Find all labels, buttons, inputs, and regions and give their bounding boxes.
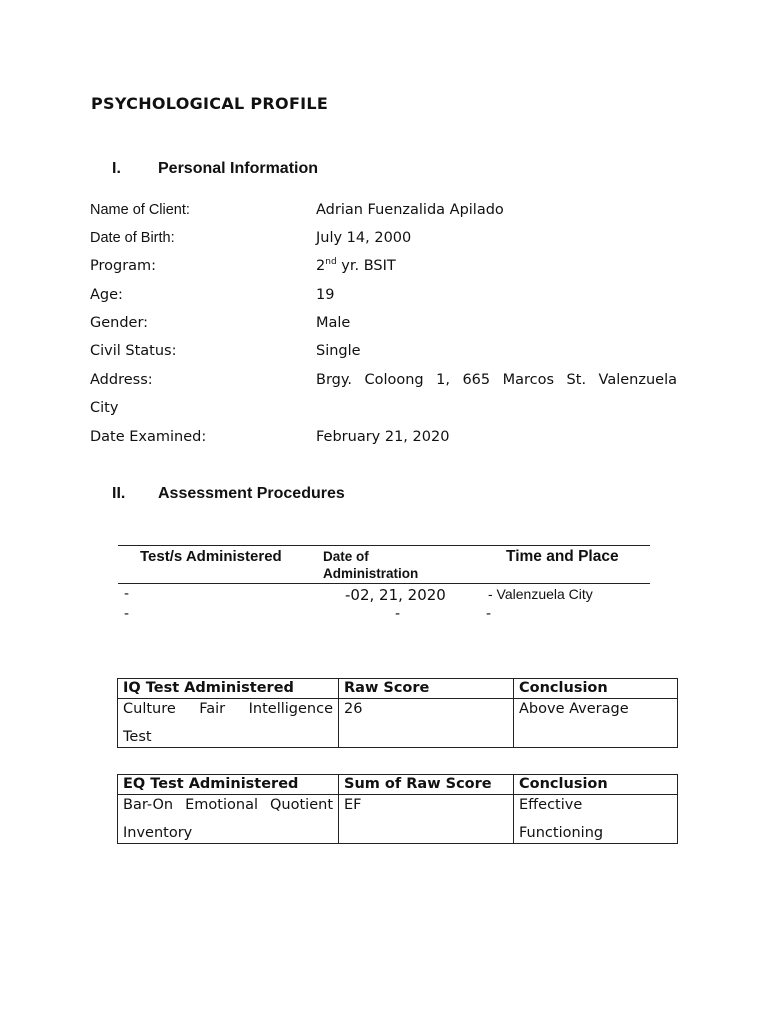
- info-label: Date Examined:: [90, 429, 207, 445]
- info-value: February 21, 2020: [316, 429, 450, 445]
- info-label: Gender:: [90, 315, 149, 331]
- table-row: [118, 699, 678, 748]
- iq-test-table: [117, 678, 678, 748]
- procedure-date: -02, 21, 2020: [345, 586, 446, 604]
- col-header: Conclusion: [514, 679, 678, 699]
- section-number: I.: [112, 160, 121, 177]
- table-header-row: [118, 775, 678, 795]
- eq-test-table: [117, 774, 678, 844]
- col-header: EQ Test Administered: [118, 775, 339, 795]
- info-value: Brgy. Coloong 1, 665 Marcos St. Valenzuela: [316, 372, 677, 388]
- info-label: Date of Birth:: [90, 230, 175, 246]
- info-label: Program:: [90, 258, 157, 274]
- section-number: II.: [112, 485, 126, 502]
- test-name-line2: Test: [123, 729, 152, 745]
- test-name-cell: [118, 699, 339, 748]
- conclusion-cell: Above Average: [514, 699, 678, 748]
- program-course: yr. BSIT: [336, 258, 396, 274]
- program-ordinal: nd: [325, 257, 337, 268]
- table-rule-top: [118, 545, 650, 546]
- test-name-line2: Inventory: [123, 825, 193, 841]
- table-row: [118, 795, 678, 844]
- info-label: Civil Status:: [90, 343, 177, 359]
- col-header: Conclusion: [514, 775, 678, 795]
- col-header: IQ Test Administered: [118, 679, 339, 699]
- col-header-date: Date of: [323, 549, 369, 564]
- conclusion-cell: [514, 795, 678, 844]
- test-name-line1: Bar-On Emotional Quotient: [123, 797, 333, 813]
- col-header: Sum of Raw Score: [339, 775, 514, 795]
- raw-score-cell: 26: [339, 699, 514, 748]
- col-header: Raw Score: [339, 679, 514, 699]
- program-year: 2: [316, 258, 326, 274]
- test-name-line1: Culture Fair Intelligence: [123, 701, 333, 717]
- section-heading: Assessment Procedures: [158, 485, 345, 502]
- info-value: 19: [316, 287, 335, 303]
- info-value: July 14, 2000: [316, 230, 412, 246]
- conclusion-line1: Effective: [519, 797, 583, 813]
- procedure-test: -: [124, 606, 130, 622]
- raw-score-cell: EF: [339, 795, 514, 844]
- table-header-row: [118, 679, 678, 699]
- info-value: Adrian Fuenzalida Apilado: [316, 202, 504, 218]
- info-label: Name of Client:: [90, 202, 190, 218]
- info-label: Address:: [90, 372, 153, 388]
- address-continuation: City: [90, 400, 119, 416]
- document-title: PSYCHOLOGICAL PROFILE: [91, 94, 329, 113]
- conclusion-line2: Functioning: [519, 825, 604, 841]
- procedure-place: -: [486, 606, 492, 622]
- info-value: Single: [316, 343, 361, 359]
- procedure-place: - Valenzuela City: [488, 586, 593, 602]
- info-value: Male: [316, 315, 351, 331]
- section-heading: Personal Information: [158, 160, 319, 177]
- col-header-tests: Test/s Administered: [140, 548, 282, 565]
- procedure-date: -: [395, 606, 401, 622]
- section-personal-information: [112, 160, 318, 178]
- section-assessment-procedures: [112, 485, 345, 503]
- col-header-time-place: Time and Place: [506, 548, 619, 565]
- info-value: [316, 258, 396, 274]
- test-name-cell: [118, 795, 339, 844]
- procedure-test: -: [124, 586, 130, 602]
- col-header-date-line2: Administration: [323, 566, 419, 581]
- table-rule-header: [118, 583, 650, 584]
- info-label: Age:: [90, 287, 123, 303]
